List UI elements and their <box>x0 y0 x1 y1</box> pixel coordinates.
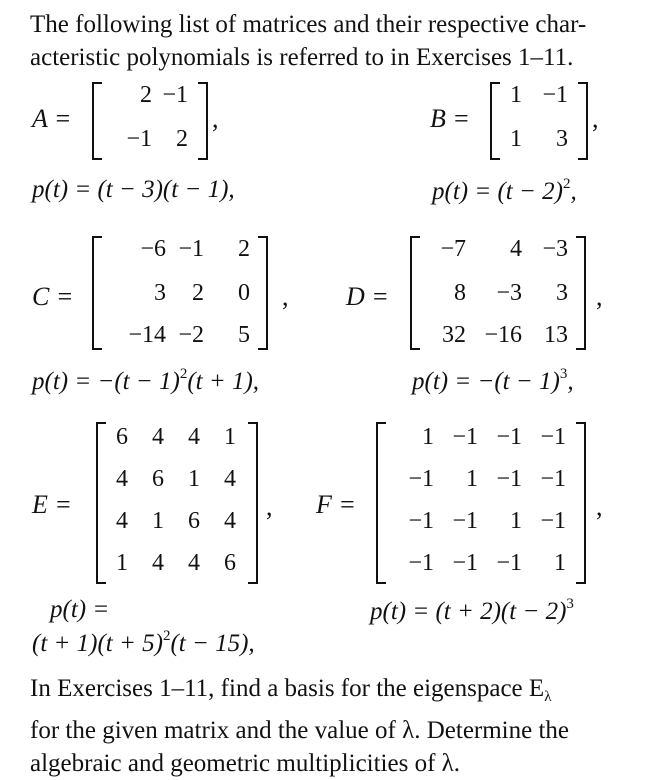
matrix-a-comma: , <box>212 104 219 133</box>
exercise-line-3: algebraic and geometric multiplicities of λ. <box>30 750 461 777</box>
matrix-c-cell: −6 <box>140 236 166 262</box>
matrix-f-cell: 1 <box>466 466 478 492</box>
matrix-c-cell: 2 <box>238 236 250 262</box>
poly-a: p(t) = (t − 3)(t − 1), <box>32 176 235 203</box>
matrix-b-left-bracket <box>490 82 500 160</box>
matrix-c-cell: −14 <box>128 322 166 348</box>
matrix-d-cell: −3 <box>542 236 568 262</box>
matrix-f-cell: −1 <box>408 508 434 534</box>
poly-d: $p(t) = -(t - 1)^3$, <box>412 366 574 395</box>
matrix-f-cell: −1 <box>540 466 566 492</box>
exercise-line-1: In Exercises 1–11, find a basis for the eigenspace $E_\lambda$ <box>30 675 552 705</box>
matrix-c-cell: −1 <box>178 236 204 262</box>
matrix-f-cell: −1 <box>496 424 522 450</box>
matrix-d-cell: −16 <box>484 322 522 348</box>
matrix-e-cell: 6 <box>188 508 200 534</box>
matrix-f-cell: −1 <box>540 508 566 534</box>
matrix-d-cell: −3 <box>496 280 522 306</box>
matrix-d-cell: −7 <box>440 236 466 262</box>
matrix-b-right-bracket <box>578 82 588 160</box>
matrix-b-cell: 1 <box>510 126 522 152</box>
matrix-d-cell: 4 <box>510 236 522 262</box>
matrix-e-cell: 4 <box>116 508 128 534</box>
matrix-a-label: A = <box>32 104 72 133</box>
matrix-d-cell: 8 <box>454 280 466 306</box>
matrix-f-cell: −1 <box>452 424 478 450</box>
matrix-b-label: B = <box>430 104 470 133</box>
intro-line-2: acteristic polynomials is referred to in Exercises 1–11. <box>30 44 574 71</box>
matrix-f-left-bracket <box>376 422 386 584</box>
matrix-a-right-bracket <box>198 82 208 160</box>
matrix-a-left-bracket <box>92 82 102 160</box>
matrix-f-cell: −1 <box>540 424 566 450</box>
matrix-f-comma: , <box>596 492 603 521</box>
matrix-c-cell: 2 <box>192 280 204 306</box>
matrix-d-cell: 3 <box>556 280 568 306</box>
matrix-f-cell: −1 <box>408 466 434 492</box>
matrix-e-cell: 1 <box>116 550 128 576</box>
matrix-c-cell: 3 <box>154 280 166 306</box>
matrix-e-cell: 4 <box>224 466 236 492</box>
matrix-f-cell: −1 <box>452 550 478 576</box>
matrix-c-right-bracket <box>258 236 268 350</box>
matrix-c-cell: 0 <box>238 280 250 306</box>
matrix-e-label: E = <box>32 490 72 519</box>
matrix-f-cell: −1 <box>452 508 478 534</box>
matrix-f-right-bracket <box>576 422 586 584</box>
matrix-f-cell: −1 <box>408 550 434 576</box>
exercise-line-2: for the given matrix and the value of λ. Determine the <box>30 717 570 744</box>
matrix-b-cell: 1 <box>510 82 522 108</box>
matrix-e-comma: , <box>266 492 273 521</box>
poly-f: $p(t) = (t + 2)(t - 2)^3$ <box>370 596 574 625</box>
matrix-b-cell: 3 <box>556 126 568 152</box>
matrix-e-cell: 4 <box>152 424 164 450</box>
intro-line-1: The following list of matrices and their respective char- <box>30 11 587 38</box>
matrix-f-cell: 1 <box>554 550 566 576</box>
poly-b: $p(t) = (t - 2)^2$, <box>432 176 577 205</box>
matrix-f-cell: −1 <box>496 466 522 492</box>
matrix-d-cell: 13 <box>544 322 568 348</box>
poly-e-line-1: p(t) = <box>50 596 110 623</box>
matrix-e-cell: 4 <box>152 550 164 576</box>
poly-e-line-2: $(t + 1)(t + 5)^2(t - 15)$, <box>32 628 255 657</box>
matrix-c-comma: , <box>282 282 289 311</box>
matrix-e-cell: 1 <box>152 508 164 534</box>
matrix-f-cell: −1 <box>496 550 522 576</box>
matrix-b-comma: , <box>592 104 599 133</box>
matrix-a-cell: 2 <box>140 82 152 108</box>
matrix-e-cell: 4 <box>188 424 200 450</box>
intro-paragraph <box>30 8 620 74</box>
exercise-paragraph <box>30 672 620 780</box>
matrix-d-comma: , <box>596 282 603 311</box>
matrix-d-label: D = <box>346 282 389 311</box>
matrix-e-cell: 6 <box>224 550 236 576</box>
matrix-e-cell: 6 <box>116 424 128 450</box>
matrix-e-cell: 4 <box>188 550 200 576</box>
matrix-f-cell: 1 <box>510 508 522 534</box>
matrix-d-right-bracket <box>576 236 586 350</box>
matrix-a-cell: −1 <box>126 126 152 152</box>
matrix-a-cell: −1 <box>162 82 188 108</box>
matrix-e-cell: 1 <box>224 424 236 450</box>
matrix-a-cell: 2 <box>176 126 188 152</box>
poly-c: $p(t) = -(t - 1)^2(t + 1)$, <box>32 366 260 395</box>
matrix-c-label: C = <box>32 282 74 311</box>
matrix-c-cell: −2 <box>178 322 204 348</box>
matrix-e-cell: 1 <box>188 466 200 492</box>
matrix-c-cell: 5 <box>238 322 250 348</box>
matrix-d-cell: 32 <box>442 322 466 348</box>
matrix-e-right-bracket <box>248 422 258 584</box>
matrix-e-cell: 4 <box>116 466 128 492</box>
matrix-e-cell: 6 <box>152 466 164 492</box>
matrix-e-cell: 4 <box>224 508 236 534</box>
matrix-f-cell: 1 <box>422 424 434 450</box>
matrix-f-label: F = <box>316 490 356 519</box>
matrix-b-cell: −1 <box>542 82 568 108</box>
